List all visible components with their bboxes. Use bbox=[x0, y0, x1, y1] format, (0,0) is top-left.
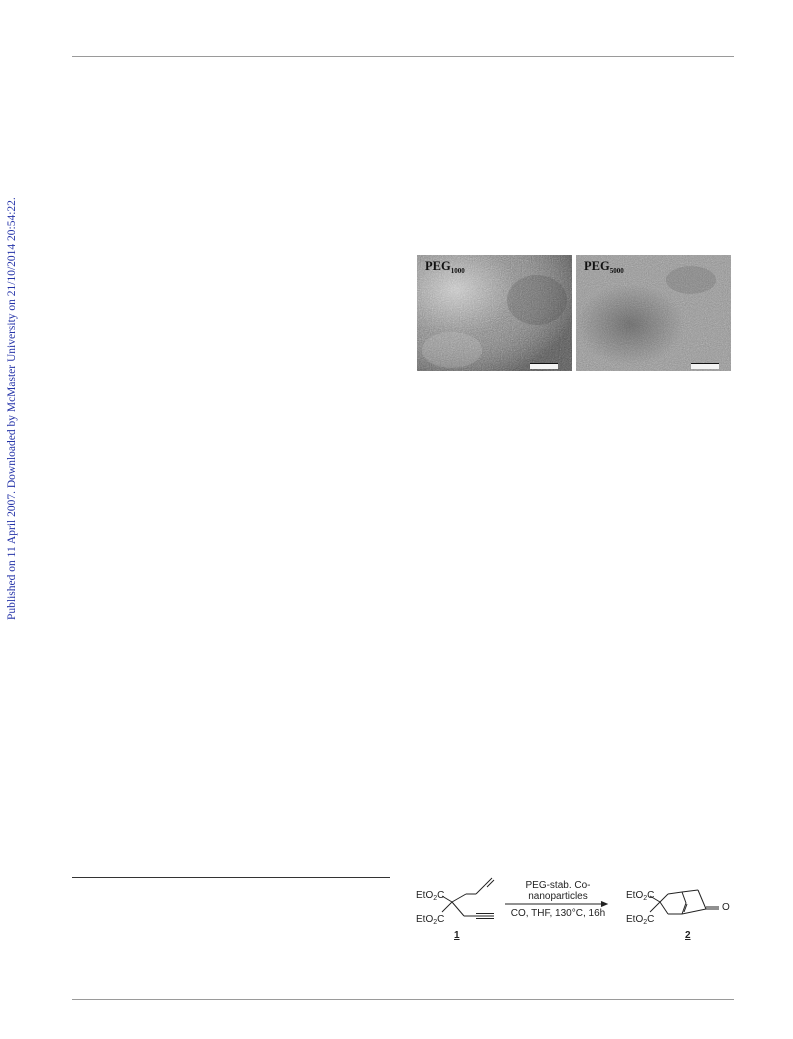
ester-text-end: C bbox=[647, 890, 655, 901]
ester-text-end: C bbox=[437, 890, 445, 901]
reaction-scheme bbox=[410, 872, 740, 952]
tem-image-peg1000 bbox=[417, 255, 572, 371]
ester-text: EtO bbox=[626, 914, 644, 925]
product-ester-top bbox=[626, 890, 654, 902]
ester-text: EtO bbox=[416, 890, 434, 901]
tem-image-peg5000 bbox=[576, 255, 731, 371]
reactant-ester-top bbox=[416, 890, 444, 902]
ester-subscript: 2 bbox=[433, 895, 438, 902]
reactant-ester-bottom bbox=[416, 914, 444, 926]
ester-subscript: 2 bbox=[643, 895, 648, 902]
condition-line-3: CO, THF, 130°C, 16h bbox=[510, 908, 606, 919]
product-ester-bottom bbox=[626, 914, 654, 926]
panel-label-peg5000 bbox=[584, 259, 624, 275]
panel-label-main: PEG bbox=[584, 259, 610, 273]
carbonyl-oxygen: O bbox=[722, 902, 730, 913]
compound-number-1: 1 bbox=[454, 930, 460, 941]
scale-bar bbox=[691, 363, 719, 369]
ester-subscript: 2 bbox=[643, 919, 648, 926]
ester-text: EtO bbox=[626, 890, 644, 901]
footnote-rule bbox=[72, 877, 390, 878]
condition-line-2: nanoparticles bbox=[528, 891, 588, 902]
panel-label-sub: 5000 bbox=[609, 267, 624, 275]
ester-subscript: 2 bbox=[433, 919, 438, 926]
panel-label-peg1000 bbox=[425, 259, 465, 275]
header-rule bbox=[72, 56, 734, 57]
condition-line-1: PEG-stab. Co- bbox=[525, 880, 591, 891]
ester-text-end: C bbox=[647, 914, 655, 925]
compound-number-2: 2 bbox=[685, 930, 691, 941]
panel-label-sub: 1000 bbox=[450, 267, 465, 275]
publication-watermark[interactable]: Published on 11 April 2007. Downloaded by McMaster University on 21/10/2014 20:54:22. bbox=[6, 197, 18, 620]
ester-text-end: C bbox=[437, 914, 445, 925]
scale-bar bbox=[530, 363, 558, 369]
panel-label-main: PEG bbox=[425, 259, 451, 273]
ester-text: EtO bbox=[416, 914, 434, 925]
footer-rule bbox=[72, 999, 734, 1000]
